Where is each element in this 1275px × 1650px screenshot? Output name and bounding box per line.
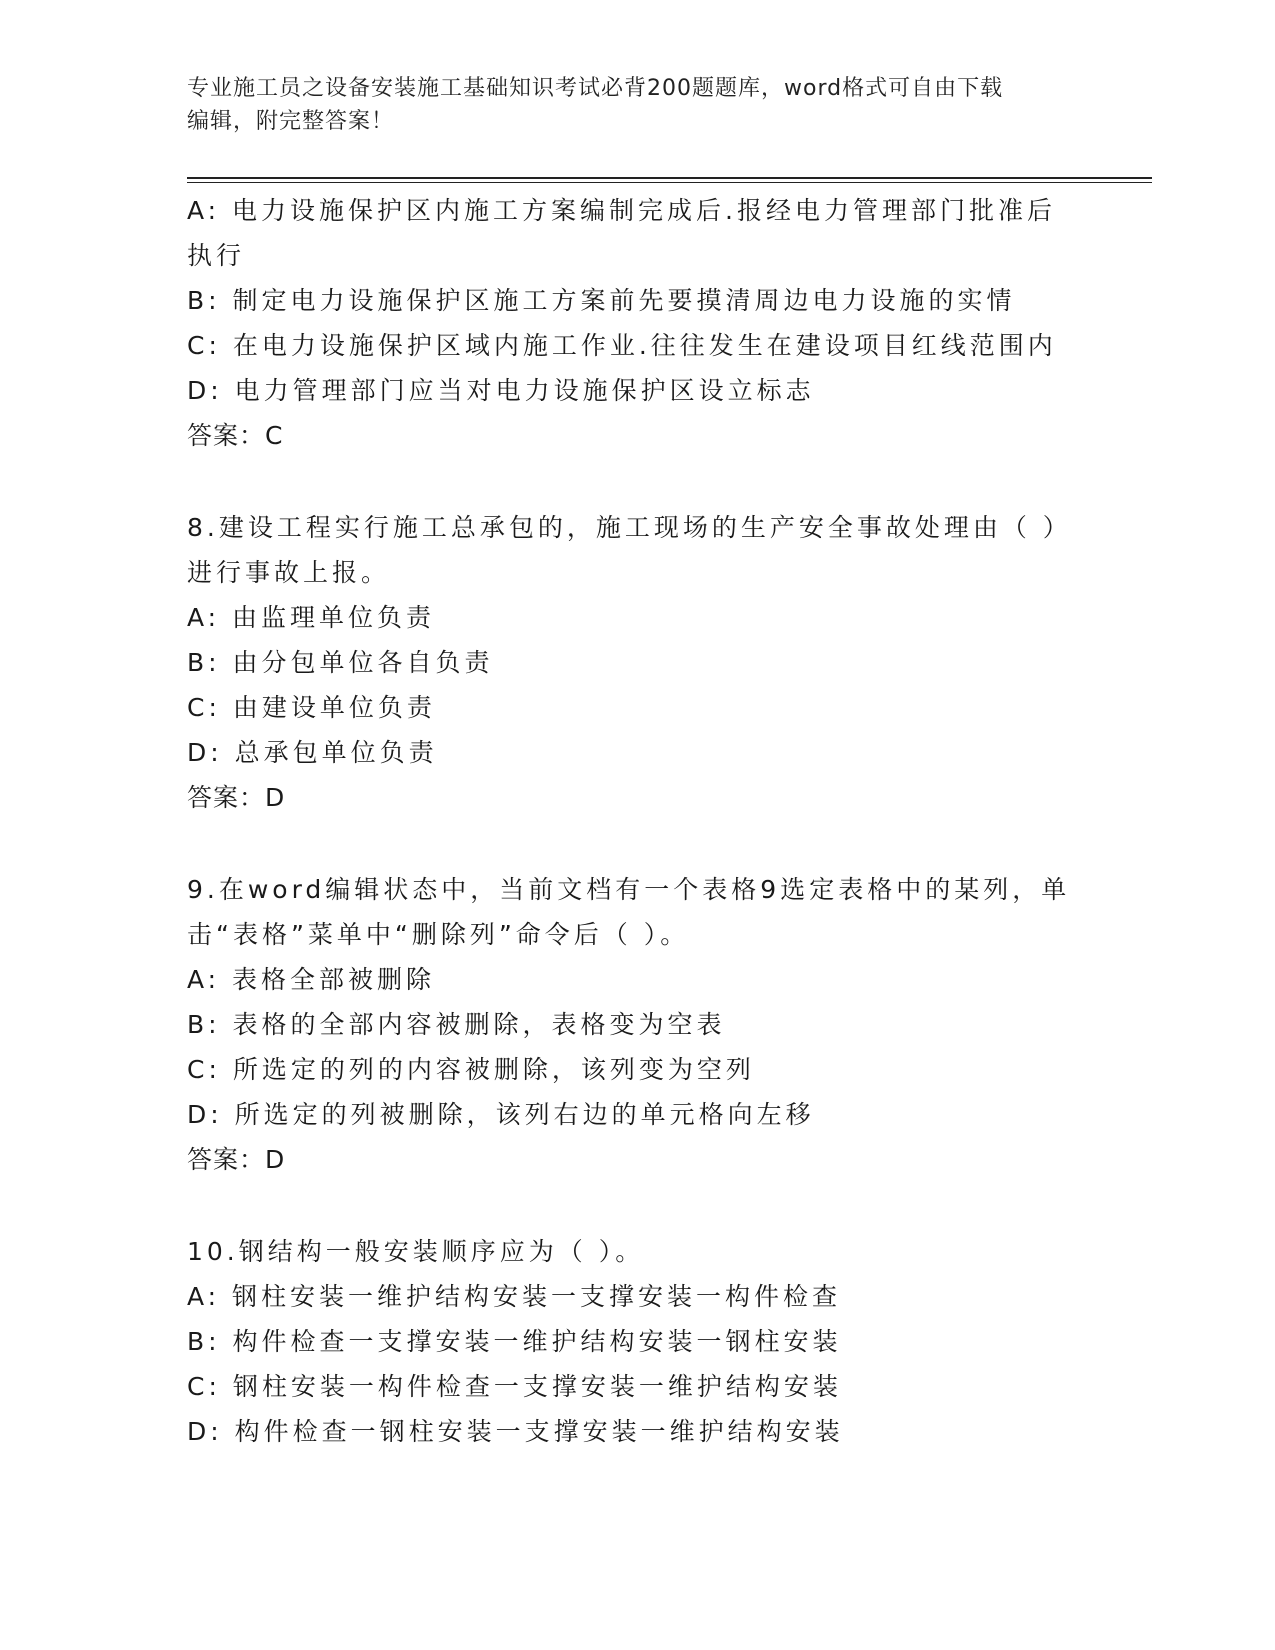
spacer	[187, 820, 1087, 867]
option-d: D: 电力管理部门应当对电力设施保护区设立标志	[187, 376, 815, 405]
option-b: B: 由分包单位各自负责	[187, 648, 494, 677]
document-body	[187, 188, 1087, 1454]
question-8	[187, 505, 1087, 820]
header-divider-thick	[187, 177, 1152, 179]
option-b: B: 表格的全部内容被删除，表格变为空表	[187, 1010, 726, 1039]
option-d: D: 所选定的列被删除，该列右边的单元格向左移	[187, 1100, 815, 1129]
option-d: D: 总承包单位负责	[187, 738, 438, 767]
option-a: A: 钢柱安装一维护结构安装一支撑安装一构件检查	[187, 1282, 842, 1311]
question-10	[187, 1229, 1087, 1454]
option-c: C: 在电力设施保护区域内施工作业.往往发生在建设项目红线范围内	[187, 331, 1057, 360]
question-stem-line-1: 10.钢结构一般安装顺序应为（ ）。	[187, 1237, 645, 1266]
option-c: C: 由建设单位负责	[187, 693, 436, 722]
spacer	[187, 1182, 1087, 1229]
option-d: D: 构件检查一钢柱安装一支撑安装一维护结构安装	[187, 1417, 844, 1446]
spacer	[187, 458, 1087, 505]
option-b: B: 构件检查一支撑安装一维护结构安装一钢柱安装	[187, 1327, 842, 1356]
question-stem-line-1: 9.在word编辑状态中，当前文档有一个表格9选定表格中的某列，单	[187, 875, 1071, 904]
option-a: A: 由监理单位负责	[187, 603, 436, 632]
question-9	[187, 867, 1087, 1182]
option-a-line-1: A: 电力设施保护区内施工方案编制完成后.报经电力管理部门批准后	[187, 196, 1056, 225]
option-a-line-2: 执行	[187, 241, 246, 270]
option-a: A: 表格全部被删除	[187, 965, 436, 994]
question-7-continued	[187, 188, 1087, 458]
question-stem-line-1: 8.建设工程实行施工总承包的，施工现场的生产安全事故处理由（ ）	[187, 513, 1072, 542]
option-c: C: 所选定的列的内容被删除，该列变为空列	[187, 1055, 755, 1084]
header-divider-thin	[187, 182, 1152, 183]
question-stem-line-2: 击“表格”菜单中“删除列”命令后（ ）。	[187, 920, 690, 949]
answer-line: 答案：D	[187, 1145, 286, 1174]
answer-line: 答案：D	[187, 783, 286, 812]
header-title-line-2: 编辑，附完整答案！	[187, 109, 395, 134]
header-title-line-1: 专业施工员之设备安装施工基础知识考试必背200题题库，word格式可自由下载	[187, 76, 1004, 101]
answer-line: 答案：C	[187, 421, 284, 450]
question-stem-line-2: 进行事故上报。	[187, 558, 391, 587]
option-b: B: 制定电力设施保护区施工方案前先要摸清周边电力设施的实情	[187, 286, 1016, 315]
document-header	[187, 72, 1087, 138]
option-c: C: 钢柱安装一构件检查一支撑安装一维护结构安装	[187, 1372, 842, 1401]
